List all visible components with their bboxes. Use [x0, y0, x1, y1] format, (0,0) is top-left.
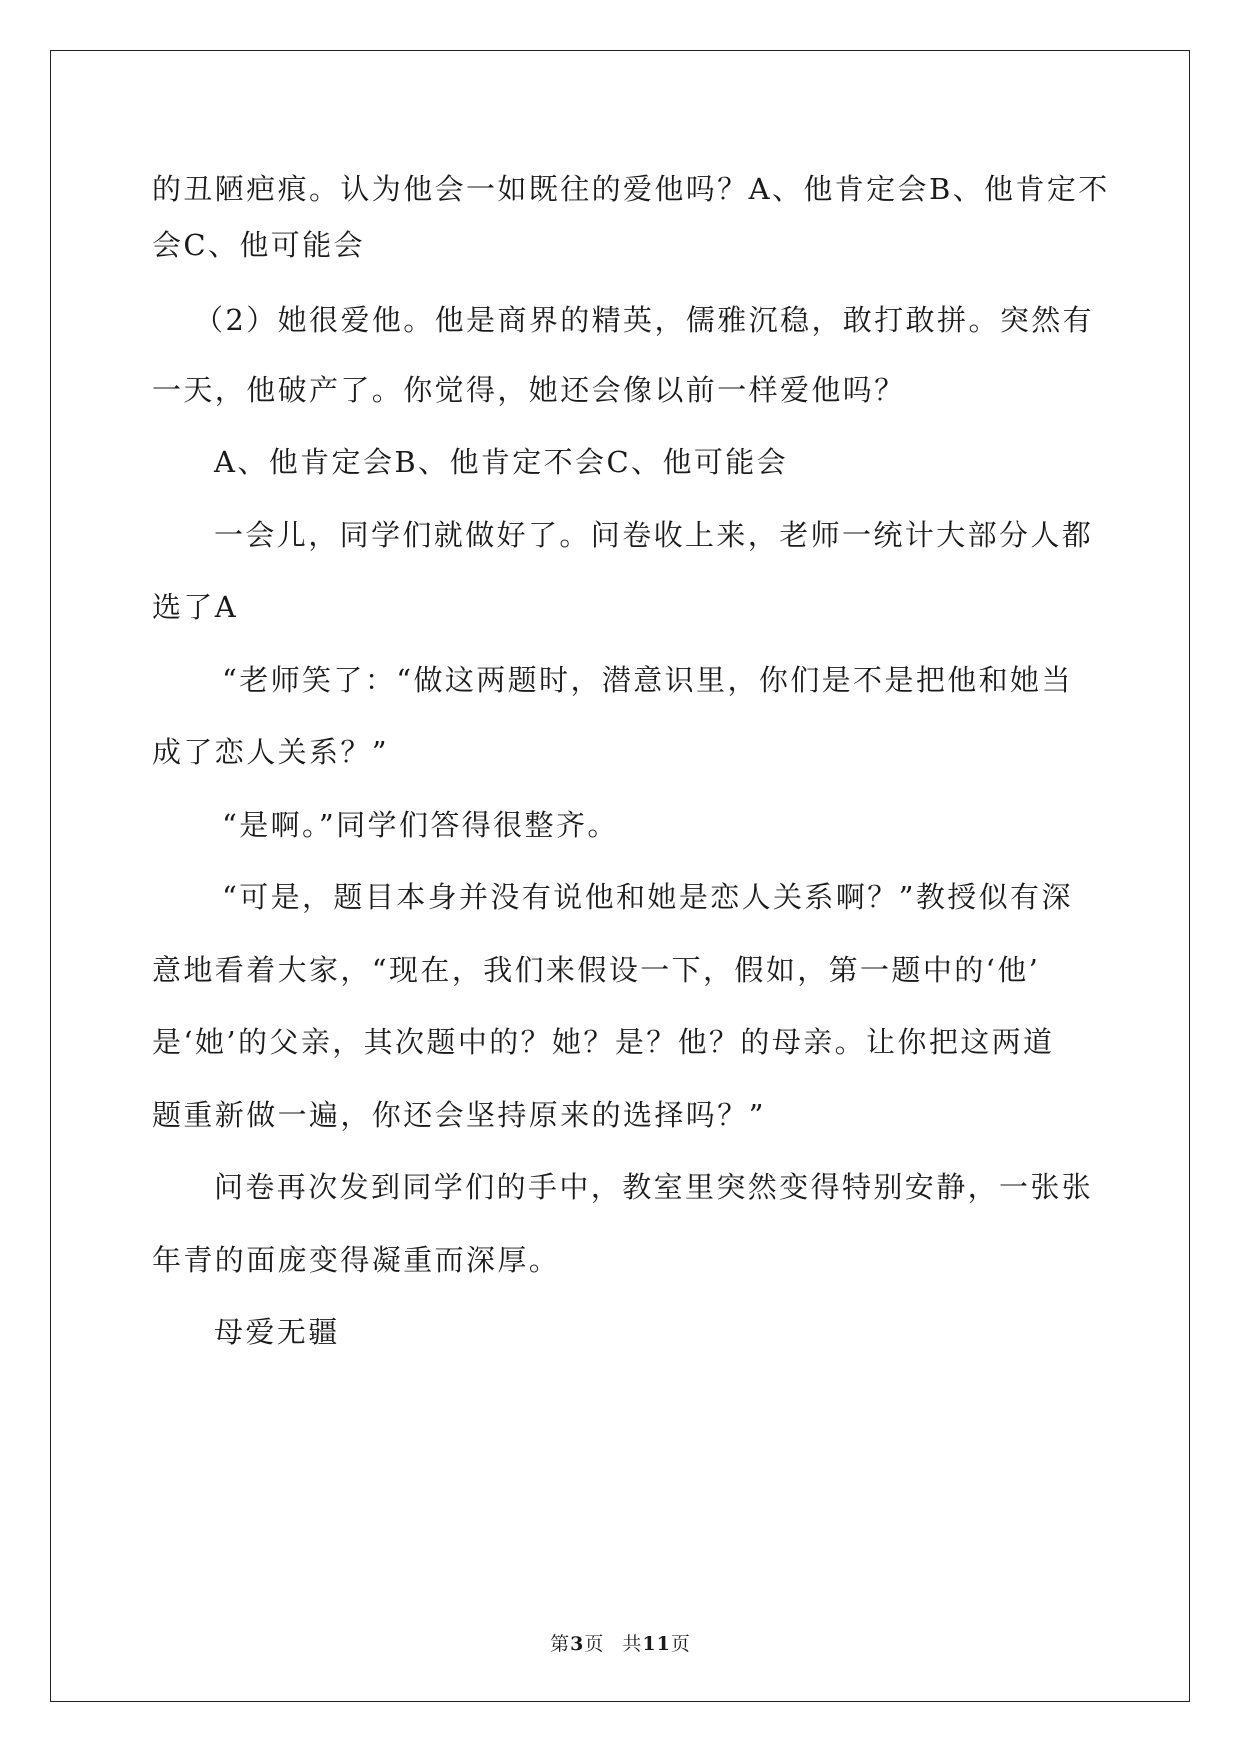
body-text-line: 一天，他破产了。你觉得，她还会像以前一样爱他吗？: [152, 373, 906, 407]
body-text-line: 是‘她’的父亲，其次题中的？她？是？他？的母亲。让你把这两道: [152, 1025, 1055, 1059]
footer-total-prefix: 共: [622, 1633, 643, 1655]
page-footer: [0, 1632, 1241, 1656]
body-text-line: 选了A: [152, 590, 239, 624]
body-text-line: 意地看着大家，“现在，我们来假设一下，假如，第一题中的‘他’: [152, 953, 1041, 987]
body-text-line: 的丑陋疤痕。认为他会一如既往的爱他吗？A、他肯定会B、他肯定不: [152, 172, 1110, 206]
body-text-line: “可是，题目本身并没有说他和她是恋人关系啊？”教授似有深: [222, 880, 1073, 914]
body-text-line: （2）她很爱他。他是商界的精英，儒雅沉稳，敢打敢拼。突然有: [194, 303, 1095, 337]
footer-total-pages: 11: [642, 1633, 671, 1655]
body-text-line: “老师笑了：“做这两题时，潜意识里，你们是不是把他和她当: [222, 663, 1073, 697]
body-text-line: 问卷再次发到同学们的手中，教室里突然变得特别安静，一张张: [214, 1170, 1094, 1204]
body-text-line: A、他肯定会B、他肯定不会C、他可能会: [214, 445, 789, 479]
footer-page-prefix: 第: [550, 1633, 571, 1655]
body-text-line: 题重新做一遍，你还会坚持原来的选择吗？”: [152, 1098, 766, 1132]
footer-page-suffix: 页: [584, 1633, 605, 1655]
footer-total-suffix: 页: [670, 1633, 691, 1655]
body-text-line: 一会儿，同学们就做好了。问卷收上来，老师一统计大部分人都: [214, 518, 1094, 552]
body-text-line: 会C、他可能会: [152, 228, 365, 262]
page-border: [50, 50, 1190, 1702]
body-text-line: 母爱无疆: [214, 1315, 340, 1349]
footer-page-number: 3: [570, 1633, 585, 1655]
body-text-line: “是啊。”同学们答得很整齐。: [222, 808, 619, 842]
body-text-line: 年青的面庞变得凝重而深厚。: [152, 1243, 561, 1277]
body-text-line: 成了恋人关系？”: [152, 735, 390, 769]
